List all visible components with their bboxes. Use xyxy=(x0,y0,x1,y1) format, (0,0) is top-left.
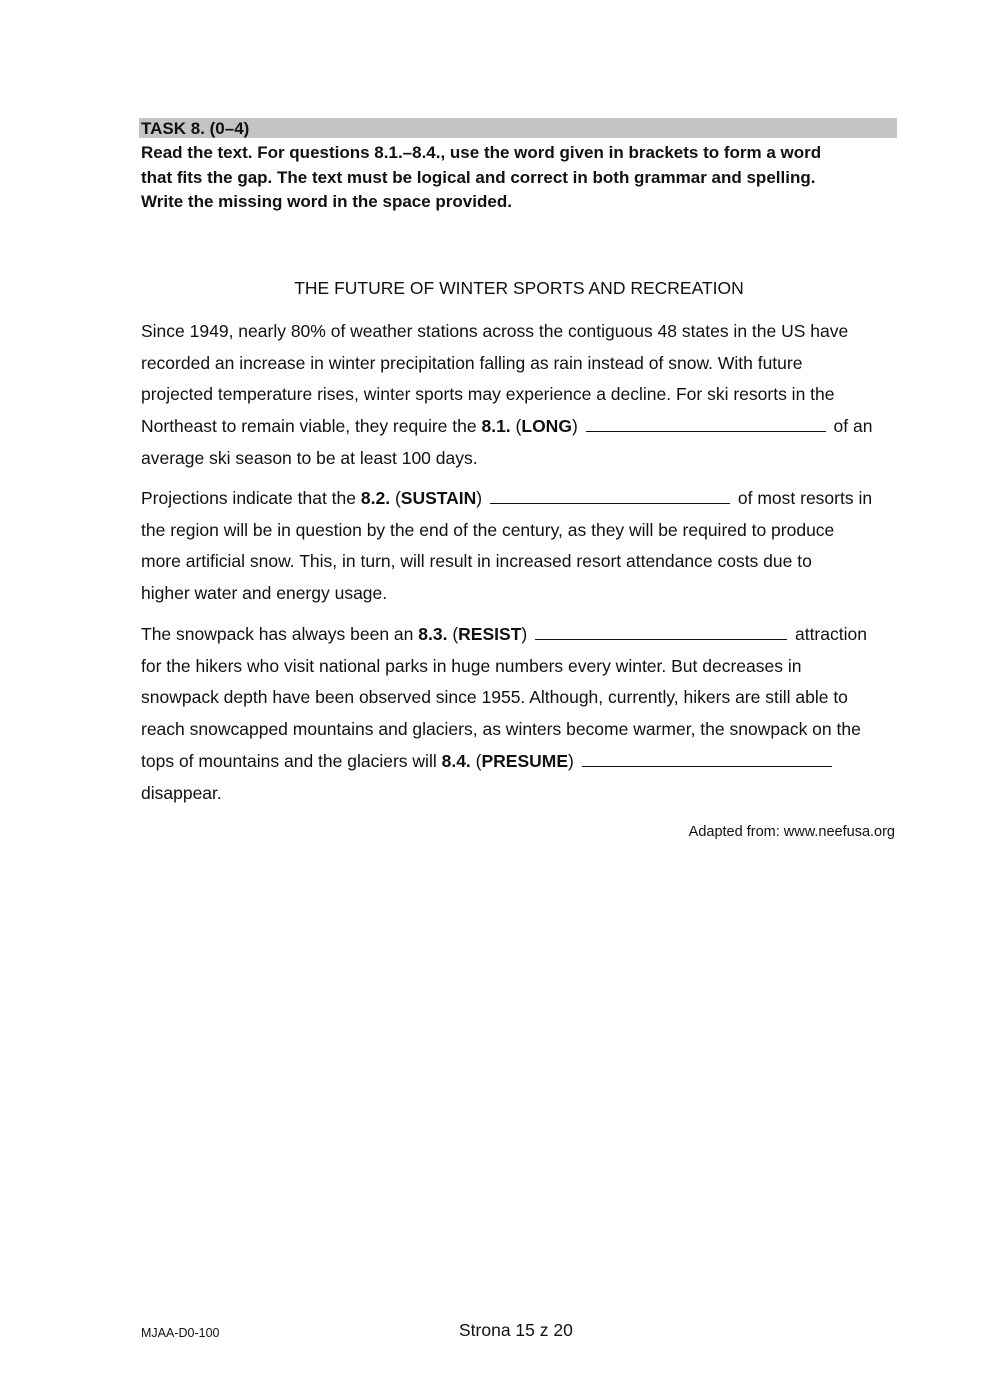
text-segment: of most resorts in xyxy=(737,488,873,508)
gap-base-word: RESIST xyxy=(458,624,522,644)
paragraph-3 xyxy=(141,619,901,809)
task-header: TASK 8. (0–4) xyxy=(139,118,897,138)
source-citation: Adapted from: www.neefusa.org xyxy=(688,824,895,840)
text-segment: Projections indicate that the xyxy=(141,488,356,508)
text-line: the region will be in question by the end of the century, as they will be required to produce xyxy=(141,519,835,540)
instruction-line: Write the missing word in the space provided. xyxy=(141,192,512,211)
text-line: reach snowcapped mountains and glaciers, as winters become warmer, the snowpack on the xyxy=(141,719,861,740)
gap-base-word: SUSTAIN xyxy=(400,488,477,508)
answer-gap-8-3[interactable] xyxy=(535,621,787,640)
text-line-with-gap: The snowpack has always been an 8.3. (RESIST) attraction xyxy=(141,619,901,651)
answer-gap-8-2[interactable] xyxy=(490,485,730,504)
text-line-with-gap: Projections indicate that the 8.2. (SUSTAIN) of most resorts in xyxy=(141,483,901,515)
text-line-with-gap: Northeast to remain viable, they require the 8.1. (LONG) of an xyxy=(141,411,901,443)
text-segment: of an xyxy=(833,416,873,437)
text-line: Since 1949, nearly 80% of weather stations across the contiguous 48 states in the US have xyxy=(141,321,849,341)
text-line-with-gap: tops of mountains and the glaciers will 8.4. (PRESUME) xyxy=(141,746,901,778)
gap-number: 8.1. xyxy=(481,416,511,437)
answer-gap-8-4[interactable] xyxy=(582,748,832,767)
footer-page-number: Strona 15 z 20 xyxy=(459,1320,573,1340)
gap-number: 8.2. xyxy=(360,488,391,508)
instruction-line: that fits the gap. The text must be logical and correct in both grammar and spelling. xyxy=(141,167,816,187)
text-line: higher water and energy usage. xyxy=(141,583,388,604)
instruction-line: Read the text. For questions 8.1.–8.4., use the word given in brackets to form a word xyxy=(141,143,822,162)
paragraph-1 xyxy=(141,316,901,475)
text-segment: tops of mountains and the glaciers will xyxy=(141,750,437,771)
gap-base-word: PRESUME xyxy=(481,750,569,771)
text-line: more artificial snow. This, in turn, will result in increased resort attendance costs due to xyxy=(141,551,812,572)
text-line: snowpack depth have been observed since 1955. Although, currently, hikers are still able to xyxy=(141,687,848,708)
gap-base-word: LONG xyxy=(521,416,572,437)
paragraph-2 xyxy=(141,483,901,610)
text-segment: The snowpack has always been an xyxy=(141,624,414,644)
text-title: THE FUTURE OF WINTER SPORTS AND RECREATION xyxy=(294,278,744,298)
text-segment: Northeast to remain viable, they require the xyxy=(141,416,477,437)
text-line: average ski season to be at least 100 days. xyxy=(141,447,478,468)
gap-number: 8.4. xyxy=(441,750,471,771)
footer-exam-code: MJAA-D0-100 xyxy=(141,1326,220,1340)
text-line: disappear. xyxy=(141,782,222,803)
task-instructions xyxy=(141,141,901,215)
answer-gap-8-1[interactable] xyxy=(586,413,826,432)
text-line: recorded an increase in winter precipitation falling as rain instead of snow. With future xyxy=(141,352,803,373)
text-line: projected temperature rises, winter sports may experience a decline. For ski resorts in the xyxy=(141,384,835,405)
text-line: for the hikers who visit national parks in huge numbers every winter. But decreases in xyxy=(141,655,802,676)
gap-number: 8.3. xyxy=(418,624,448,644)
text-segment: attraction xyxy=(794,624,867,644)
